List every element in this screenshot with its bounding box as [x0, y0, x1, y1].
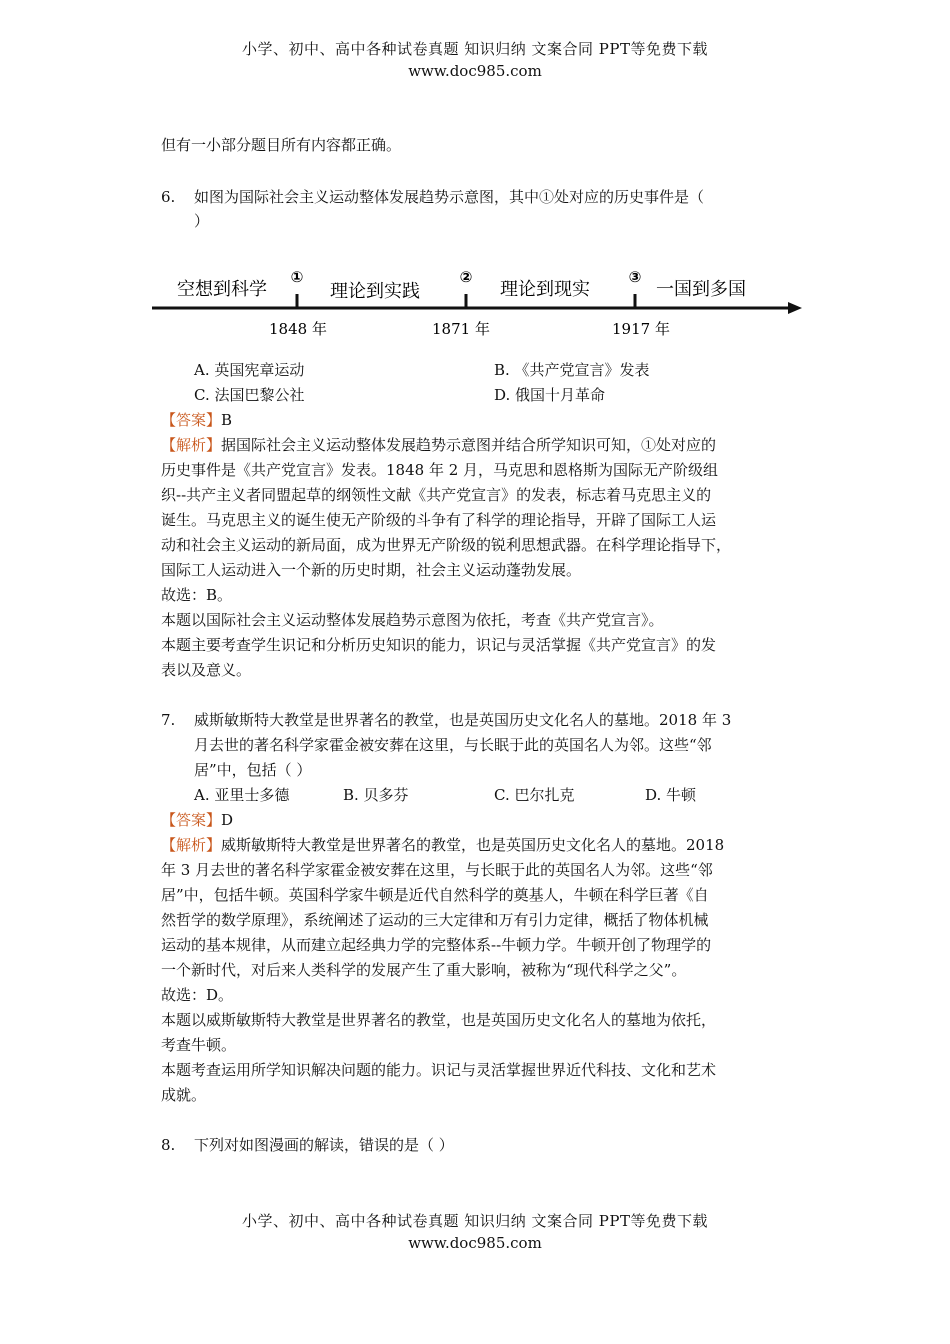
q7-number: 7. [161, 711, 176, 729]
timeline-arrowhead [788, 302, 802, 314]
q6-analysis-line2: 历史事件是《共产党宣言》发表。1848 年 2 月，马克思和恩格斯为国际无产阶级组 [161, 461, 719, 479]
q7-answer-value: D [221, 811, 234, 829]
segment-label-2: 理论到实践 [330, 281, 420, 302]
page-header [0, 38, 950, 82]
q8-number: 8. [161, 1136, 176, 1154]
year-label-1871: 1871 年 [432, 320, 490, 338]
q6-analysis-line4: 诞生。马克思主义的诞生使无产阶级的斗争有了科学的理论指导，开辟了国际工人运 [161, 511, 717, 529]
q6-stem-line1 [161, 185, 704, 210]
q6-analysis-line9: 本题主要考查学生识记和分析历史知识的能力，识记与灵活掌握《共产党宣言》的发 [161, 636, 717, 654]
intro-text: 但有一小部分题目所有内容都正确。 [161, 136, 402, 154]
q7-stem-line1 [161, 708, 731, 733]
q7-analysis-tag: 【解析】 [161, 836, 222, 854]
header-line1: 小学、初中、高中各种试卷真题 知识归纳 文案合同 PPT等免费下载 [242, 40, 708, 58]
q7-analysis-line8: 本题以威斯敏斯特大教堂是世界著名的教堂，也是英国历史文化名人的墓地为依托， [161, 1011, 717, 1029]
q6-analysis-line8: 本题以国际社会主义运动整体发展趋势示意图为依托，考查《共产党宣言》。 [161, 611, 664, 629]
q7-answer [161, 808, 233, 833]
segment-label-4: 一国到多国 [656, 279, 746, 300]
segment-label-1: 空想到科学 [177, 279, 267, 300]
q7-stem: 威斯敏斯特大教堂是世界著名的教堂，也是英国历史文化名人的墓地。2018 年 3 [194, 711, 732, 729]
q6-answer-value: B [221, 411, 233, 429]
segment-label-3: 理论到现实 [500, 279, 590, 300]
marker-2: ② [459, 268, 473, 286]
q7-stem-line3: 居”中，包括（ ） [194, 761, 312, 779]
q7-analysis-text: 威斯敏斯特大教堂是世界著名的教堂，也是英国历史文化名人的墓地。2018 [221, 836, 725, 854]
footer-url[interactable]: www.doc985.com [408, 1234, 542, 1252]
q7-analysis-line5: 运动的基本规律，从而建立起经典力学的完整体系--牛顿力学。牛顿开创了物理学的 [161, 936, 712, 954]
year-label-1917: 1917 年 [612, 320, 670, 338]
q7-option-c: C. 巴尔扎克 [494, 786, 575, 804]
q6-option-c: C. 法国巴黎公社 [194, 386, 305, 404]
q6-analysis-line5: 动和社会主义运动的新局面，成为世界无产阶级的锐利思想武器。在科学理论指导下， [161, 536, 732, 554]
q7-option-d: D. 牛顿 [645, 786, 697, 804]
q7-analysis-line9: 考查牛顿。 [161, 1036, 237, 1054]
header-url[interactable]: www.doc985.com [408, 62, 542, 80]
q7-analysis-line7: 故选：D。 [161, 986, 234, 1004]
q7-analysis-line6: 一个新时代，对后来人类科学的发展产生了重大影响，被称为“现代科学之父”。 [161, 961, 687, 979]
q6-analysis-line3: 织--共产主义者同盟起草的纲领性文献《共产党宣言》的发表，标志着马克思主义的 [161, 486, 712, 504]
q6-analysis-line1 [161, 433, 716, 458]
q7-analysis-line3: 居”中，包括牛顿。英国科学家牛顿是近代自然科学的奠基人，牛顿在科学巨著《自 [161, 886, 709, 904]
q7-option-a: A. 亚里士多德 [194, 786, 290, 804]
q6-option-d: D. 俄国十月革命 [494, 386, 606, 404]
q7-analysis-line11: 成就。 [161, 1086, 207, 1104]
q7-answer-tag: 【答案】 [161, 811, 222, 829]
marker-1: ① [290, 268, 304, 286]
year-label-1848: 1848 年 [269, 320, 327, 338]
q6-option-b: B. 《共产党宣言》发表 [494, 361, 650, 379]
q6-stem: 如图为国际社会主义运动整体发展趋势示意图，其中①处对应的历史事件是（ [194, 188, 705, 206]
q6-analysis-line6: 国际工人运动进入一个新的历史时期，社会主义运动蓬勃发展。 [161, 561, 582, 579]
q6-stem-line2: ） [194, 212, 210, 230]
q7-analysis-line4: 然哲学的数学原理》，系统阐述了运动的三大定律和万有引力定律，概括了物体机械 [161, 911, 709, 929]
q8-stem: 下列对如图漫画的解读，错误的是（ ） [194, 1136, 454, 1154]
q8-stem-line1 [161, 1133, 454, 1158]
q7-stem-line2: 月去世的著名科学家霍金被安葬在这里，与长眠于此的英国名人为邻。这些“邻 [194, 736, 712, 754]
q7-option-b: B. 贝多芬 [343, 786, 409, 804]
q6-analysis-line10: 表以及意义。 [161, 661, 252, 679]
marker-3: ③ [628, 268, 642, 286]
q7-analysis-line2: 年 3 月去世的著名科学家霍金被安葬在这里，与长眠于此的英国名人为邻。这些“邻 [161, 861, 713, 879]
footer-line1: 小学、初中、高中各种试卷真题 知识归纳 文案合同 PPT等免费下载 [242, 1212, 708, 1230]
q6-analysis-line7: 故选：B。 [161, 586, 233, 604]
q6-analysis-tag: 【解析】 [161, 436, 222, 454]
q6-analysis-text: 据国际社会主义运动整体发展趋势示意图并结合所学知识可知，①处对应的 [221, 436, 717, 454]
q6-number: 6. [161, 188, 176, 206]
q6-timeline-figure [150, 262, 810, 344]
page-footer [0, 1210, 950, 1254]
q6-answer [161, 408, 232, 433]
q6-answer-tag: 【答案】 [161, 411, 222, 429]
q7-analysis-line10: 本题考查运用所学知识解决问题的能力。识记与灵活掌握世界近代科技、文化和艺术 [161, 1061, 717, 1079]
q6-option-a: A. 英国宪章运动 [194, 361, 305, 379]
q7-analysis-line1 [161, 833, 724, 858]
